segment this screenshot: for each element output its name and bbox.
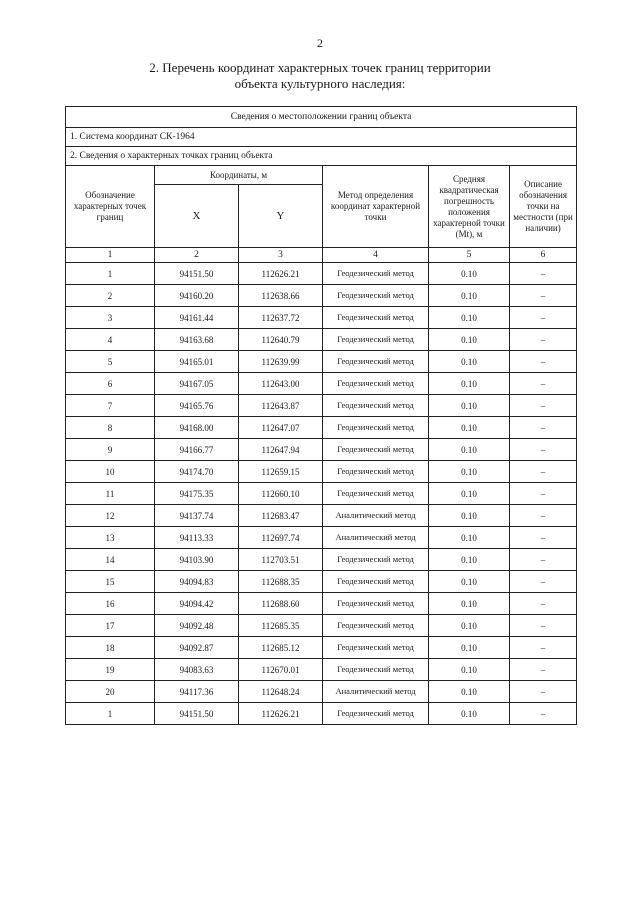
cell-method: Геодезический метод: [323, 395, 429, 417]
cell-accuracy: 0.10: [429, 351, 510, 373]
table-row: [66, 439, 577, 461]
cell-accuracy: 0.10: [429, 571, 510, 593]
cell-accuracy: 0.10: [429, 527, 510, 549]
cell-description: –: [510, 329, 577, 351]
cell-description: –: [510, 571, 577, 593]
cell-x: 94094.83: [155, 571, 239, 593]
cell-x: 94092.48: [155, 615, 239, 637]
cell-description: –: [510, 593, 577, 615]
cell-method: Геодезический метод: [323, 307, 429, 329]
cell-x: 94165.01: [155, 351, 239, 373]
cell-description: –: [510, 615, 577, 637]
col-header-x: X: [155, 185, 239, 248]
cell-point: 11: [66, 483, 155, 505]
cell-x: 94175.35: [155, 483, 239, 505]
cell-accuracy: 0.10: [429, 439, 510, 461]
column-number: 2: [155, 248, 239, 263]
cell-description: –: [510, 483, 577, 505]
cell-y: 112703.51: [239, 549, 323, 571]
column-number: 5: [429, 248, 510, 263]
coordinate-system-row: 1. Система координат СК-1964: [66, 128, 577, 147]
cell-point: 8: [66, 417, 155, 439]
cell-description: –: [510, 681, 577, 703]
cell-x: 94167.05: [155, 373, 239, 395]
cell-point: 12: [66, 505, 155, 527]
cell-accuracy: 0.10: [429, 285, 510, 307]
cell-method: Геодезический метод: [323, 373, 429, 395]
table-row: [66, 527, 577, 549]
column-number: 1: [66, 248, 155, 263]
table-row: [66, 329, 577, 351]
cell-description: –: [510, 351, 577, 373]
cell-y: 112626.21: [239, 703, 323, 725]
cell-x: 94161.44: [155, 307, 239, 329]
cell-accuracy: 0.10: [429, 373, 510, 395]
cell-y: 112626.21: [239, 263, 323, 285]
cell-x: 94094.42: [155, 593, 239, 615]
cell-y: 112639.99: [239, 351, 323, 373]
cell-description: –: [510, 637, 577, 659]
cell-x: 94160.20: [155, 285, 239, 307]
cell-y: 112660.10: [239, 483, 323, 505]
cell-description: –: [510, 395, 577, 417]
cell-y: 112643.00: [239, 373, 323, 395]
cell-point: 7: [66, 395, 155, 417]
col-header-description: Описание обозначения точки на местности (при наличии): [510, 166, 577, 248]
table-row: [66, 373, 577, 395]
cell-accuracy: 0.10: [429, 505, 510, 527]
cell-y: 112688.35: [239, 571, 323, 593]
cell-point: 2: [66, 285, 155, 307]
table-row: [66, 659, 577, 681]
table-row: [66, 593, 577, 615]
cell-y: 112638.66: [239, 285, 323, 307]
col-header-point-designation: Обозначение характерных точек границ: [66, 166, 155, 248]
cell-method: Геодезический метод: [323, 593, 429, 615]
cell-x: 94168.00: [155, 417, 239, 439]
cell-point: 4: [66, 329, 155, 351]
cell-method: Геодезический метод: [323, 329, 429, 351]
cell-x: 94174.70: [155, 461, 239, 483]
cell-accuracy: 0.10: [429, 395, 510, 417]
cell-y: 112647.07: [239, 417, 323, 439]
table-row: [66, 351, 577, 373]
cell-accuracy: 0.10: [429, 637, 510, 659]
document-title-line-1: 2. Перечень координат характерных точек границ территории: [149, 60, 491, 75]
cell-point: 14: [66, 549, 155, 571]
cell-accuracy: 0.10: [429, 417, 510, 439]
cell-method: Геодезический метод: [323, 703, 429, 725]
cell-method: Геодезический метод: [323, 351, 429, 373]
cell-point: 17: [66, 615, 155, 637]
cell-x: 94092.87: [155, 637, 239, 659]
table-row: [66, 637, 577, 659]
cell-y: 112670.01: [239, 659, 323, 681]
cell-description: –: [510, 285, 577, 307]
cell-description: –: [510, 307, 577, 329]
cell-method: Геодезический метод: [323, 285, 429, 307]
column-number: 6: [510, 248, 577, 263]
table-row: [66, 483, 577, 505]
cell-accuracy: 0.10: [429, 329, 510, 351]
cell-description: –: [510, 461, 577, 483]
cell-y: 112697.74: [239, 527, 323, 549]
cell-accuracy: 0.10: [429, 681, 510, 703]
cell-point: 3: [66, 307, 155, 329]
table-row: [66, 615, 577, 637]
cell-x: 94083.63: [155, 659, 239, 681]
cell-accuracy: 0.10: [429, 593, 510, 615]
cell-method: Геодезический метод: [323, 417, 429, 439]
column-numbers-row: [66, 248, 577, 263]
cell-x: 94113.33: [155, 527, 239, 549]
coordinates-table: [65, 106, 577, 725]
cell-x: 94137.74: [155, 505, 239, 527]
cell-method: Геодезический метод: [323, 549, 429, 571]
cell-method: Аналитический метод: [323, 527, 429, 549]
table-row: [66, 505, 577, 527]
cell-accuracy: 0.10: [429, 483, 510, 505]
cell-y: 112647.94: [239, 439, 323, 461]
col-header-accuracy: Средняя квадратическая погрешность положения характерной точки (Mt), м: [429, 166, 510, 248]
cell-point: 18: [66, 637, 155, 659]
cell-description: –: [510, 505, 577, 527]
cell-point: 16: [66, 593, 155, 615]
cell-accuracy: 0.10: [429, 703, 510, 725]
cell-accuracy: 0.10: [429, 461, 510, 483]
points-section-row: 2. Сведения о характерных точках границ объекта: [66, 147, 577, 166]
cell-method: Геодезический метод: [323, 615, 429, 637]
cell-accuracy: 0.10: [429, 307, 510, 329]
cell-y: 112685.12: [239, 637, 323, 659]
cell-description: –: [510, 659, 577, 681]
table-row: [66, 703, 577, 725]
cell-y: 112643.87: [239, 395, 323, 417]
cell-accuracy: 0.10: [429, 263, 510, 285]
column-number: 3: [239, 248, 323, 263]
cell-method: Аналитический метод: [323, 681, 429, 703]
table-row: [66, 681, 577, 703]
cell-y: 112688.60: [239, 593, 323, 615]
cell-x: 94166.77: [155, 439, 239, 461]
cell-description: –: [510, 263, 577, 285]
table-row: [66, 417, 577, 439]
cell-x: 94165.76: [155, 395, 239, 417]
cell-point: 1: [66, 703, 155, 725]
cell-method: Геодезический метод: [323, 659, 429, 681]
cell-x: 94103.90: [155, 549, 239, 571]
cell-accuracy: 0.10: [429, 615, 510, 637]
col-header-coordinates: Координаты, м: [155, 166, 323, 185]
cell-description: –: [510, 373, 577, 395]
cell-x: 94117.36: [155, 681, 239, 703]
cell-point: 13: [66, 527, 155, 549]
cell-description: –: [510, 703, 577, 725]
cell-description: –: [510, 527, 577, 549]
cell-method: Геодезический метод: [323, 263, 429, 285]
cell-method: Аналитический метод: [323, 505, 429, 527]
cell-method: Геодезический метод: [323, 483, 429, 505]
cell-method: Геодезический метод: [323, 439, 429, 461]
cell-point: 6: [66, 373, 155, 395]
document-title-line-2: объекта культурного наследия:: [234, 76, 406, 91]
table-row: [66, 461, 577, 483]
cell-x: 94151.50: [155, 263, 239, 285]
cell-description: –: [510, 417, 577, 439]
cell-point: 5: [66, 351, 155, 373]
table-row: [66, 307, 577, 329]
col-header-method: Метод определения координат характерной точки: [323, 166, 429, 248]
cell-description: –: [510, 549, 577, 571]
column-number: 4: [323, 248, 429, 263]
page-number: 2: [317, 36, 323, 50]
cell-y: 112683.47: [239, 505, 323, 527]
cell-method: Геодезический метод: [323, 571, 429, 593]
document-title: [0, 60, 640, 92]
cell-point: 10: [66, 461, 155, 483]
table-row: [66, 571, 577, 593]
cell-method: Геодезический метод: [323, 637, 429, 659]
table-row: [66, 395, 577, 417]
table-row: [66, 263, 577, 285]
cell-point: 1: [66, 263, 155, 285]
cell-x: 94151.50: [155, 703, 239, 725]
cell-point: 20: [66, 681, 155, 703]
cell-point: 19: [66, 659, 155, 681]
cell-y: 112659.15: [239, 461, 323, 483]
cell-y: 112640.79: [239, 329, 323, 351]
cell-x: 94163.68: [155, 329, 239, 351]
cell-y: 112648.24: [239, 681, 323, 703]
cell-accuracy: 0.10: [429, 549, 510, 571]
table-header-location: Сведения о местоположении границ объекта: [66, 107, 577, 128]
cell-y: 112637.72: [239, 307, 323, 329]
cell-y: 112685.35: [239, 615, 323, 637]
table-row: [66, 285, 577, 307]
cell-point: 15: [66, 571, 155, 593]
col-header-y: Y: [239, 185, 323, 248]
cell-description: –: [510, 439, 577, 461]
table-row: [66, 549, 577, 571]
cell-method: Геодезический метод: [323, 461, 429, 483]
cell-point: 9: [66, 439, 155, 461]
cell-accuracy: 0.10: [429, 659, 510, 681]
